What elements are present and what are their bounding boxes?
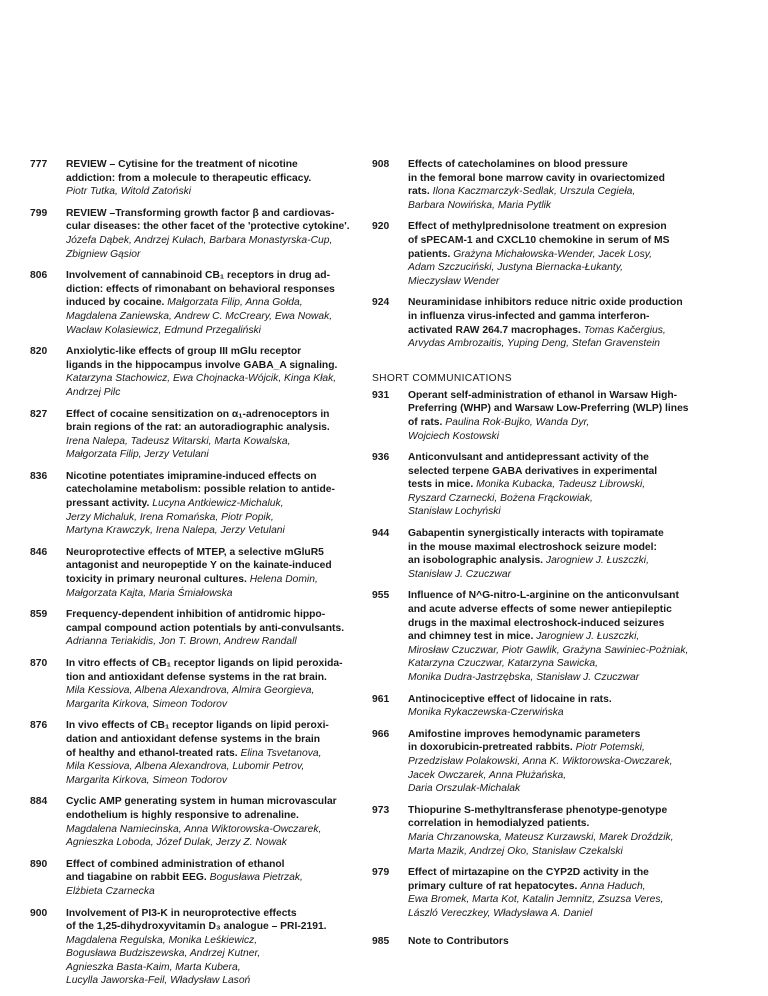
toc-entry bbox=[30, 608, 362, 649]
toc-entry bbox=[372, 220, 738, 288]
toc-entry bbox=[372, 693, 738, 720]
section-heading: SHORT COMMUNICATIONS bbox=[372, 372, 512, 384]
page-number: 920 bbox=[372, 221, 390, 233]
entry-authors: Elina Tsvetanova, Mila Kessiova, Albena Alexandrova, Lubomir Petrov, Margarita Kirkova, Simeon Todorov bbox=[66, 747, 322, 786]
entry-authors: Józefa Dąbek, Andrzej Kułach, Barbara Monastyrska-Cup, Zbigniew Gąsior bbox=[66, 234, 333, 260]
entry-authors: Bogusława Pietrzak, Elżbieta Czarnecka bbox=[66, 872, 303, 897]
entry-authors: Helena Domin, Małgorzata Kajta, Maria Śmiałowska bbox=[66, 574, 318, 599]
page-number: 936 bbox=[372, 452, 390, 464]
page-number: 890 bbox=[30, 858, 48, 870]
toc-entry bbox=[30, 207, 362, 261]
toc-entry bbox=[372, 728, 738, 796]
page-number: 820 bbox=[30, 346, 48, 358]
entry-title: Effect of methylprednisolone treatment on expresion of sPECAM-1 and CXCL10 chemokine in serum of MS patients. bbox=[408, 221, 670, 260]
entry-authors: Irena Nalepa, Tadeusz Witarski, Marta Kowalska, Małgorzata Filip, Jerzy Vetulani bbox=[66, 435, 291, 461]
entry-title: REVIEW –Transforming growth factor β and cardiovas- cular diseases: the other facet of the 'protective cytokine'. bbox=[66, 207, 350, 233]
toc-entry bbox=[372, 527, 738, 581]
page-number: 777 bbox=[30, 159, 48, 170]
entry-title: Thiopurine S-methyltransferase phenotype-genotype correlation in hemodialyzed patients. bbox=[408, 804, 668, 830]
page-number: 836 bbox=[30, 470, 48, 482]
right-column bbox=[372, 158, 738, 948]
entry-authors: Magdalena Regulska, Monika Leśkiewicz, Bogusława Budziszewska, Andrzej Kutner, Agnieszka Basta-Kaim, Marta Kubera, Lucylla Jaworska-Feil, Władysław Lasoń bbox=[66, 934, 261, 987]
entry-authors: Monika Rykaczewska-Czerwińska bbox=[408, 707, 564, 719]
entry-title: Effect of combined administration of ethanol and tiagabine on rabbit EEG. bbox=[66, 858, 285, 884]
entry-title: Involvement of cannabinoid CB₁ receptors in drug ad- diction: effects of rimonabant on behavioral responses induced by cocaine. bbox=[66, 270, 335, 309]
entry-title: Nicotine potentiates imipramine-induced effects on catecholamine metabolism: possible relation to antide- pressant activity. bbox=[66, 470, 335, 510]
toc-entry bbox=[372, 935, 738, 949]
toc-entry bbox=[30, 858, 362, 899]
entry-authors: Adrianna Teriakidis, Jon T. Brown, Andrew Randall bbox=[66, 636, 297, 648]
page-number: 985 bbox=[372, 935, 390, 947]
page-number: 859 bbox=[30, 609, 48, 621]
entry-title: Note to Contributors bbox=[408, 935, 509, 947]
toc-entry bbox=[30, 657, 362, 711]
entry-title: Anxiolytic-like effects of group III mGlu receptor ligands in the hippocampus involve GABA_A signaling. bbox=[66, 346, 338, 371]
toc-entry bbox=[30, 470, 362, 538]
entry-authors: Piotr Potemski, Przedzisław Polakowski, Anna K. Wiktorowska-Owczarek, Jacek Owczarek, Anna Płużańska, Daria Orszulak-Michalak bbox=[408, 742, 673, 795]
entry-title: Amifostine improves hemodynamic parameters in doxorubicin-pretreated rabbits. bbox=[408, 728, 641, 754]
page-number: 900 bbox=[30, 907, 48, 919]
page-number: 973 bbox=[372, 804, 390, 816]
toc-entry bbox=[30, 795, 362, 849]
toc-entry bbox=[372, 158, 738, 212]
entry-title: Anticonvulsant and antidepressant activity of the selected terpene GABA derivatives in experimental tests in mice. bbox=[408, 452, 658, 491]
entry-title: Involvement of PI3-K in neuroprotective effects of the 1,25-dihydroxyvitamin D₃ analogue – PRI-2191. bbox=[66, 907, 327, 933]
entry-authors: Jarogniew J. Łuszczki, Mirosław Czuczwar, Piotr Gawlik, Grażyna Sawiniec-Pożniak, Katarzyna Czuczwar, Katarzyna Sawicka, Monika Dudra-Jastrzębska, Stanisław J. Czuczwar bbox=[408, 631, 689, 683]
entry-title: Neuroprotective effects of MTEP, a selective mGluR5 antagonist and neuropeptide Y on the kainate-induced toxicity in primary neuronal cultures. bbox=[66, 546, 332, 586]
entry-title: REVIEW – Cytisine for the treatment of nicotine addiction: from a molecule to therapeutic efficacy. bbox=[66, 159, 312, 184]
entry-title: In vitro effects of CB₁ receptor ligands on lipid peroxida- tion and antioxidant defense systems in the rat brain. bbox=[66, 658, 343, 683]
page-number: 955 bbox=[372, 590, 390, 602]
entry-title: Gabapentin synergistically interacts with topiramate in the mouse maximal electroshock seizure model: an isobolographic analysis. bbox=[408, 528, 664, 567]
entry-authors: Lucyna Antkiewicz-Michaluk, Jerzy Michaluk, Irena Romańska, Piotr Popik, Martyna Krawczyk, Irena Nalepa, Jerzy Vetulani bbox=[66, 498, 285, 537]
entry-authors: Mila Kessiova, Albena Alexandrova, Almira Georgieva, Margarita Kirkova, Simeon Todorov bbox=[66, 685, 315, 710]
entry-authors: Katarzyna Stachowicz, Ewa Chojnacka-Wójcik, Kinga Kłak, Andrzej Pilc bbox=[66, 373, 337, 398]
page-number: 966 bbox=[372, 728, 390, 740]
entry-authors: Jarogniew J. Łuszczki, Stanisław J. Czuczwar bbox=[408, 555, 649, 580]
toc-entry bbox=[30, 546, 362, 600]
toc-entry bbox=[372, 804, 738, 858]
page-number: 806 bbox=[30, 270, 48, 282]
toc-entry bbox=[30, 158, 362, 199]
entry-title: Neuraminidase inhibitors reduce nitric oxide production in influenza virus-infected and gamma interferon- activated RAW 264.7 macrophages. bbox=[408, 297, 683, 336]
page-number: 908 bbox=[372, 159, 390, 170]
entry-title: Effects of catecholamines on blood pressure in the femoral bone marrow cavity in ovariectomized rats. bbox=[408, 159, 665, 198]
entry-authors: Maria Chrzanowska, Mateusz Kurzawski, Marek Droździk, Marta Mazik, Andrzej Oko, Stanisław Czekalski bbox=[408, 831, 674, 857]
entry-title: Cyclic AMP generating system in human microvascular endothelium is highly responsive to adrenaline. bbox=[66, 796, 337, 821]
entry-title: Frequency-dependent inhibition of antidromic hippo- campal compound action potentials by anti-convulsants. bbox=[66, 609, 345, 634]
entry-authors: Tomas Kačergius, Arvydas Ambrozaitis, Yuping Deng, Stefan Gravenstein bbox=[408, 324, 666, 350]
entry-authors: Małgorzata Filip, Anna Gołda, Magdalena Zaniewska, Andrew C. McCreary, Ewa Nowak, Wacław Kolasiewicz, Edmund Przegaliński bbox=[66, 297, 333, 336]
entry-authors: Magdalena Namiecinska, Anna Wiktorowska-Owczarek, Agnieszka Loboda, Józef Dulak, Jerzy Z. Nowak bbox=[66, 823, 322, 849]
entry-authors: Paulina Rok-Bujko, Wanda Dyr, Wojciech Kostowski bbox=[408, 416, 590, 442]
toc-entry bbox=[372, 296, 738, 350]
page-number: 799 bbox=[30, 207, 48, 219]
page-number: 961 bbox=[372, 693, 390, 705]
entry-title: Influence of N^G-nitro-L-arginine on the anticonvulsant and acute adverse effects of some newer antiepileptic drugs in the maximal electroshock-induced seizures and chimney test in mice. bbox=[408, 590, 679, 643]
toc-entry bbox=[30, 269, 362, 337]
entry-authors: Piotr Tutka, Witold Zatoński bbox=[66, 186, 192, 198]
left-column bbox=[30, 158, 362, 996]
entry-title: Antinociceptive effect of lidocaine in rats. bbox=[408, 693, 612, 705]
page-number: 846 bbox=[30, 546, 48, 558]
page-number: 884 bbox=[30, 796, 48, 808]
entry-title: Effect of cocaine sensitization on α₁-adrenoceptors in brain regions of the rat: an autoradiographic analysis. bbox=[66, 408, 330, 434]
toc-entry bbox=[30, 719, 362, 787]
toc-entry bbox=[372, 389, 738, 443]
toc-entry bbox=[30, 907, 362, 989]
toc-entry bbox=[372, 451, 738, 519]
entry-authors: Anna Haduch, Ewa Bromek, Marta Kot, Katalin Jemnitz, Zsuzsa Veres, László Vereczkey, Władysława A. Daniel bbox=[408, 880, 664, 919]
toc-entry bbox=[30, 408, 362, 462]
page-number: 979 bbox=[372, 867, 390, 879]
page-number: 827 bbox=[30, 408, 48, 420]
toc-entry bbox=[372, 866, 738, 920]
entry-title: Effect of mirtazapine on the CYP2D activity in the primary culture of rat hepatocytes. bbox=[408, 867, 649, 892]
page-number: 870 bbox=[30, 658, 48, 669]
page-number: 924 bbox=[372, 297, 390, 309]
page-number: 876 bbox=[30, 720, 48, 732]
entry-authors: Ilona Kaczmarczyk-Sedlak, Urszula Cegieła, Barbara Nowińska, Maria Pytlik bbox=[408, 186, 636, 211]
toc-entry bbox=[30, 345, 362, 399]
page-number: 944 bbox=[372, 528, 390, 540]
entry-title: In vivo effects of CB₁ receptor ligands on lipid peroxi- dation and antioxidant defense systems in the brain of healthy and ethanol-treated rats. bbox=[66, 720, 329, 759]
entry-authors: Grażyna Michałowska-Wender, Jacek Losy, Adam Szczuciński, Justyna Biernacka-Łukanty, Mieczysław Wender bbox=[408, 248, 652, 287]
entry-authors: Monika Kubacka, Tadeusz Librowski, Ryszard Czarnecki, Bożena Frąckowiak, Stanisław Lochyński bbox=[408, 479, 646, 518]
page-number: 931 bbox=[372, 389, 390, 401]
toc-entry bbox=[372, 589, 738, 684]
entry-title: Operant self-administration of ethanol in Warsaw High- Preferring (WHP) and Warsaw Low-Preferring (WLP) lines of rats. bbox=[408, 389, 689, 428]
